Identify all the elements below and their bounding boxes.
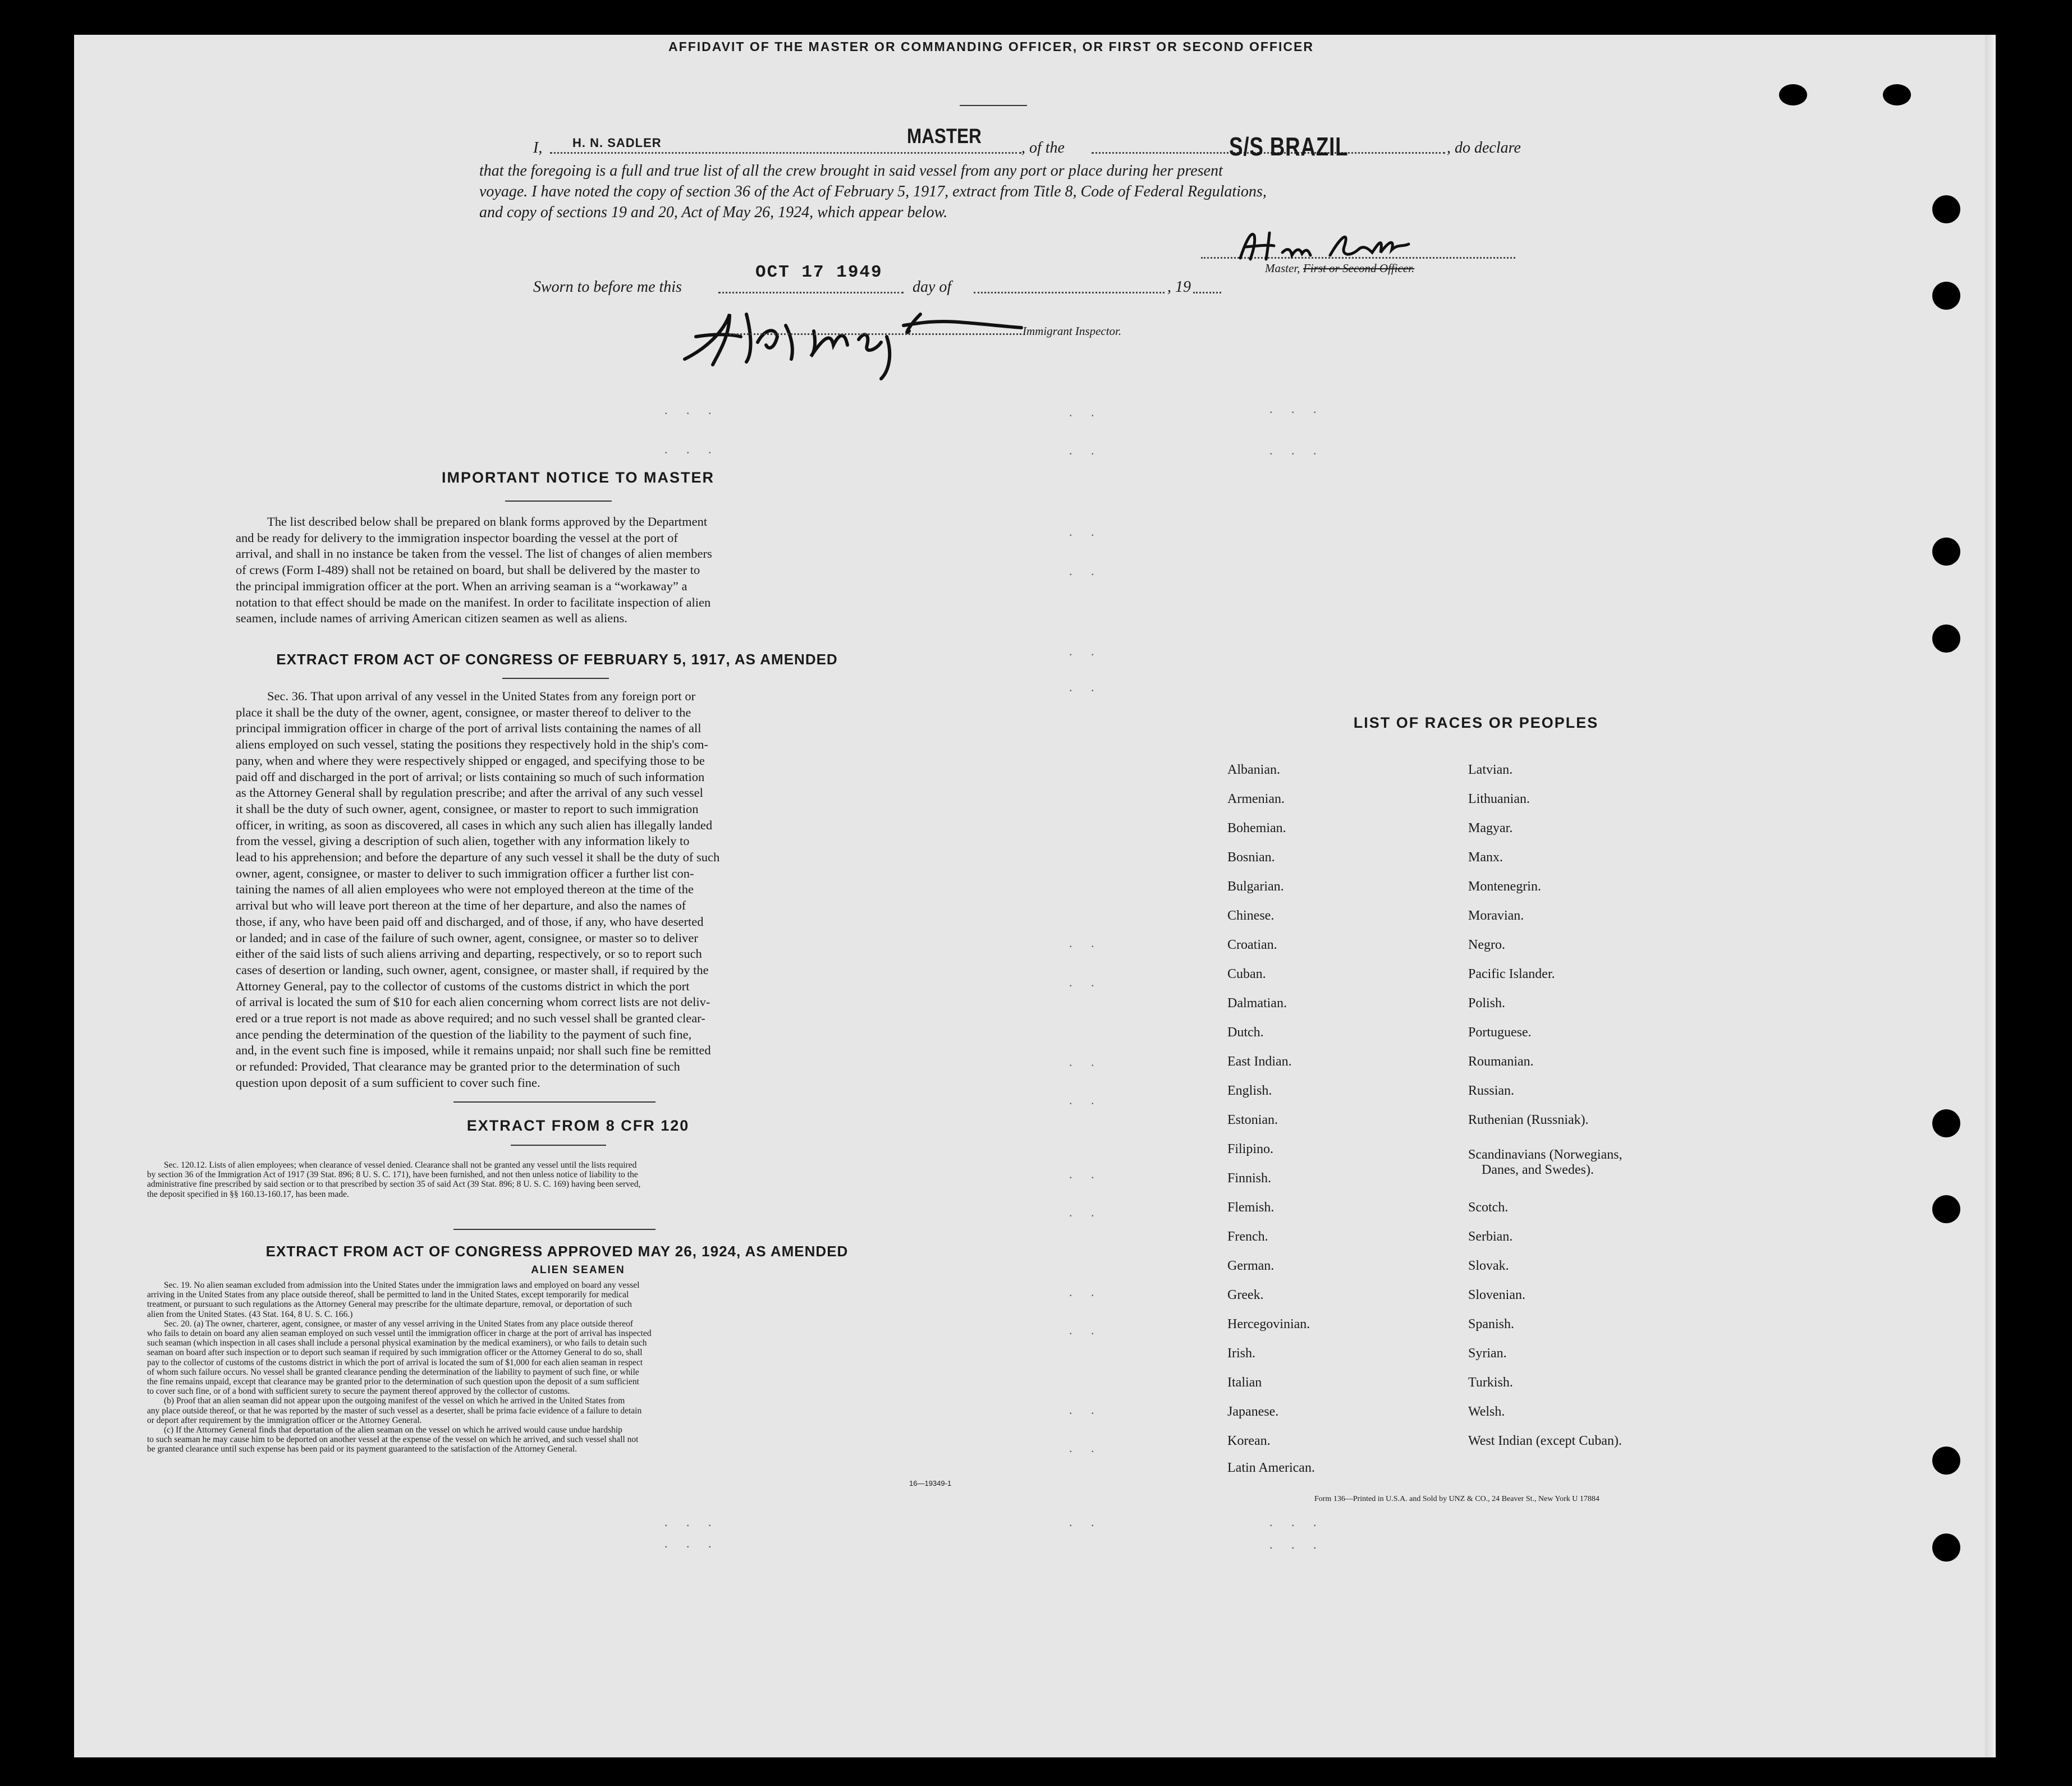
act1924-line: any place outside thereof, or that he was reported by the master of such vessel as a deserter, shall be prima facie evidence of a failure to detain [147, 1406, 642, 1416]
act1917-line: ance pending the determination of the question of the liability to the payment of such fine, [236, 1027, 692, 1041]
cfr-line: by section 36 of the Immigration Act of 1917 (39 Stat. 896; 8 U. S. C. 171), have been furnished, and not then unless notice of liability to the [147, 1170, 638, 1180]
dot-leader: . . [1069, 680, 1102, 694]
races-heading: LIST OF RACES OR PEOPLES [1353, 714, 1599, 731]
notice-line: arrival, and shall in no instance be taken from the vessel. The list of changes of alien members [236, 547, 712, 561]
race-item: Pacific Islander. [1468, 967, 1555, 981]
act1917-line: from the vessel, giving a description of such alien, together with any information likely to [236, 834, 690, 848]
race-item: Albanian. [1227, 763, 1280, 777]
cfr-line: Sec. 120.12. Lists of alien employees; when clearance of vessel denied. Clearance shall not be granted any vessel until the lists required [164, 1160, 637, 1170]
section-rule [453, 1229, 655, 1230]
dot-leader: . . . [664, 1536, 719, 1550]
race-item: Croatian. [1227, 938, 1277, 952]
cfr-rule [511, 1145, 606, 1146]
act1917-rule [502, 678, 609, 679]
race-item: Latvian. [1468, 763, 1513, 777]
race-item: Roumanian. [1468, 1054, 1534, 1069]
dot-leader: . . [1069, 1285, 1102, 1299]
dot-leader: . . . [1269, 402, 1324, 416]
act1917-line: place it shall be the duty of the owner, agent, consignee, or master thereof to deliver to the [236, 705, 691, 719]
race-item: Filipino. [1227, 1142, 1274, 1156]
declaration-line-3: voyage. I have noted the copy of section 36 of the Act of February 5, 1917, extract from Title 8, Code of Federal Regulations, [479, 183, 1267, 200]
act1917-line: taining the names of all alien employees who were not employed thereon at the time of the [236, 882, 694, 897]
race-item: Italian [1227, 1375, 1262, 1390]
race-item: Finnish. [1227, 1171, 1272, 1186]
race-item: Serbian. [1468, 1229, 1513, 1244]
race-item: Bulgarian. [1227, 879, 1284, 894]
race-item: Hercegovinian. [1227, 1317, 1310, 1332]
race-item: Slovak. [1468, 1259, 1509, 1273]
dot-leader: . . [1069, 564, 1102, 578]
dot-leader: . . [1069, 1055, 1102, 1069]
race-item: Estonian. [1227, 1113, 1278, 1127]
act1917-line: as the Attorney General shall by regulation prescribe; and after the arrival of any such vessel [236, 786, 703, 800]
act1917-line: Sec. 36. That upon arrival of any vessel in the United States from any foreign port or [267, 689, 696, 703]
binder-hole [1932, 625, 1960, 653]
master-label: Master, [1265, 261, 1300, 275]
race-item: East Indian. [1227, 1054, 1292, 1069]
dot-leader: . . [1069, 1323, 1102, 1337]
act1917-line: pany, when and where they were respectively shipped or engaged, and specifying those to be [236, 753, 705, 768]
year-blank [1193, 292, 1221, 293]
race-item: Spanish. [1468, 1317, 1515, 1332]
notice-line: seamen, include names of arriving American citizen seamen as well as aliens. [236, 611, 627, 626]
dot-leader: . . [1069, 1093, 1102, 1107]
declaration-prefix: I, [533, 139, 543, 157]
notice-heading: IMPORTANT NOTICE TO MASTER [442, 469, 714, 486]
page-edge [1985, 35, 1996, 1757]
binder-hole [1883, 84, 1911, 105]
race-item: Syrian. [1468, 1346, 1507, 1361]
act1917-line: of arrival is located the sum of $10 for each alien concerning whom correct lists are not deliv- [236, 995, 710, 1009]
race-item: Montenegrin. [1468, 879, 1541, 894]
act1917-line: principal immigration officer in charge of the port of arrival lists containing the names of all [236, 721, 702, 736]
binder-hole [1932, 538, 1960, 566]
notice-body [236, 514, 878, 627]
act1917-line: or refunded: Provided, That clearance may be granted prior to the determination of such [236, 1059, 680, 1074]
act1917-line: it shall be the duty of such owner, agent, consignee, or master to report to such immigration [236, 801, 699, 816]
act1924-body [147, 1280, 966, 1454]
act1917-line: owner, agent, consignee, or master to deliver to such immigration officer a further list con- [236, 866, 694, 880]
dot-leader: . . [1069, 936, 1102, 950]
cfr-heading: EXTRACT FROM 8 CFR 120 [466, 1117, 690, 1134]
act1924-heading: EXTRACT FROM ACT OF CONGRESS APPROVED MAY 26, 1924, AS AMENDED [265, 1243, 849, 1260]
race-item: Irish. [1227, 1346, 1255, 1361]
dot-leader: . . [1069, 1515, 1102, 1529]
race-item: Bohemian. [1227, 821, 1286, 835]
act1917-line: ered or a true report is not made as above required; and no such vessel shall be granted clear- [236, 1011, 705, 1026]
dot-leader: . . . [664, 403, 719, 417]
dot-leader: . . [1069, 443, 1102, 457]
act1924-line: to cover such fine, or of a bond with sufficient surety to secure the payment thereof approved by the collector of customs. [147, 1386, 570, 1397]
affidavit-title: AFFIDAVIT OF THE MASTER OR COMMANDING OFFICER, OR FIRST OR SECOND OFFICER [668, 39, 1314, 54]
act1917-line: and, in the event such fine is imposed, while it remains unpaid; nor shall such fine be remitted [236, 1043, 711, 1058]
binder-hole [1779, 84, 1807, 105]
race-item: Flemish. [1227, 1200, 1275, 1215]
notice-line: and be ready for delivery to the immigration inspector boarding the vessel at the port of [236, 530, 678, 545]
race-item: French. [1227, 1229, 1268, 1244]
inspector-signature [673, 292, 1033, 382]
race-item: Bosnian. [1227, 850, 1275, 865]
act1924-line: who fails to detain on board any alien seaman employed on such vessel until the immigration officer in charge at the port of arrival has inspected [147, 1329, 652, 1339]
act1924-line: (b) Proof that an alien seaman did not appear upon the outgoing manifest of the vessel on which he arrived in the United States from [164, 1396, 625, 1406]
name-blank [550, 152, 1021, 154]
race-item: Korean. [1227, 1434, 1271, 1448]
binder-hole [1932, 1534, 1960, 1562]
cfr-line: administrative fine prescribed by said section or to that prescribed by section 35 of said Act (39 Stat. 896; 8 U. S. C. 169) having been served, [147, 1179, 641, 1190]
of-the-text: , of the [1021, 139, 1065, 157]
race-item: Manx. [1468, 850, 1503, 865]
binder-hole [1932, 282, 1960, 310]
binder-hole [1932, 1447, 1960, 1475]
race-item: Cuban. [1227, 967, 1266, 981]
act1917-line: those, if any, who have been paid off and discharged, and of those, if any, who have deserted [236, 914, 704, 929]
rank: MASTER [907, 125, 982, 148]
act1924-line: Sec. 19. No alien seaman excluded from admission into the United States under the immigration laws and employed on board any vessel [164, 1280, 640, 1290]
act1924-line: to such seaman he may cause him to be deported on another vessel at the expense of the vessel on which he arrived, and such vessel shall not [147, 1435, 639, 1445]
act1924-line: pay to the collector of customs of the customs district in which the port of arrival is located the sum of $1,000 for each alien seaman in respect [147, 1357, 643, 1367]
race-item: Negro. [1468, 938, 1505, 952]
inspector-label: Immigrant Inspector. [1023, 324, 1122, 338]
declaration-line-2: that the foregoing is a full and true list of all the crew brought in said vessel from any port or place during her present [479, 162, 1223, 180]
binder-hole [1932, 1195, 1960, 1223]
race-item: Lithuanian. [1468, 792, 1530, 806]
act1924-line: or deport after requirement by the immigration officer or the Attorney General. [147, 1415, 422, 1425]
act1924-line: the fine remains unpaid, except that clearance may be granted prior to the determination of such question upon the deposit of a sum sufficient [147, 1377, 639, 1387]
notice-line: the principal immigration officer at the port. When an arriving seaman is a “workaway” a [236, 579, 687, 593]
notice-line: The list described below shall be prepared on blank forms approved by the Department [267, 515, 708, 529]
act1917-line: paid off and discharged in the port of arrival; or lists containing so much of such information [236, 769, 705, 784]
act1924-line: Sec. 20. (a) The owner, charterer, agent, consignee, or master of any vessel arriving in the United States from any place outside thereof [164, 1319, 634, 1329]
dot-leader: . . . [1269, 1537, 1324, 1551]
race-item: Portuguese. [1468, 1025, 1532, 1040]
race-item: Russian. [1468, 1083, 1515, 1098]
inspector-signature-line [730, 333, 1021, 335]
dot-leader: . . [1069, 525, 1102, 539]
dot-leader: . . . [664, 1515, 719, 1529]
vessel-name: S/S BRAZIL [1229, 132, 1349, 161]
act1917-heading: EXTRACT FROM ACT OF CONGRESS OF FEBRUARY 5, 1917, AS AMENDED [276, 651, 838, 668]
race-item: Scotch. [1468, 1200, 1509, 1215]
race-item: West Indian (except Cuban). [1468, 1434, 1622, 1448]
act1917-body [236, 688, 878, 1091]
binder-hole [1932, 195, 1960, 223]
notice-line: notation to that effect should be made on the manifest. In order to facilitate inspection of alien [236, 595, 711, 609]
dot-leader: . . [1069, 1167, 1102, 1181]
dot-leader: . . . [664, 442, 719, 456]
race-item: Chinese. [1227, 908, 1275, 923]
race-item: Dutch. [1227, 1025, 1264, 1040]
act1924-line: treatment, or pursuant to such regulations as the Attorney General may prescribe for the ultimate departure, removal, or deportation of such [147, 1300, 632, 1310]
race-item: German. [1227, 1259, 1275, 1273]
race-item: Armenian. [1227, 792, 1285, 806]
struck-officer-label: First or Second Officer. [1303, 261, 1415, 275]
race-item: Greek. [1227, 1288, 1264, 1302]
dot-leader: . . . [1269, 443, 1324, 457]
act1917-line: cases of desertion or landing, such owner, agent, consignee, or master shall, if required by the [236, 962, 709, 977]
dot-leader: . . [1069, 1403, 1102, 1417]
act1917-line: officer, in writing, as soon as discovered, all cases in which any such alien has illegally landed [236, 818, 713, 832]
act1924-line: (c) If the Attorney General finds that deportation of the alien seaman on the vessel on which he arrived would cause undue hardship [164, 1425, 622, 1435]
dot-leader: . . [1069, 1205, 1102, 1219]
act1917-line: lead to his apprehension; and before the departure of any such vessel it shall be the duty of such [236, 850, 720, 865]
race-item: Scandinavians (Norwegians, [1468, 1147, 1622, 1162]
sworn-date-stamp: OCT 17 1949 [755, 263, 883, 282]
act1924-subheading: ALIEN SEAMEN [531, 1264, 625, 1276]
race-item: Slovenian. [1468, 1288, 1525, 1302]
section-rule [453, 1101, 655, 1103]
year-prefix: , 19 [1167, 278, 1191, 296]
act1924-line: seaman on board after such inspection or to deport such seaman if required by such immigration officer or the Attorney General to do so, shall [147, 1348, 643, 1358]
act1924-line: be granted clearance until such expense has been paid or its payment guaranteed to the satisfaction of the Attorney General. [147, 1444, 577, 1454]
declaration-line-4: and copy of sections 19 and 20, Act of May 26, 1924, which appear below. [479, 204, 948, 221]
race-item: Moravian. [1468, 908, 1524, 923]
race-item: Latin American. [1227, 1461, 1315, 1475]
day-of-text: day of [913, 278, 952, 296]
race-item: English. [1227, 1083, 1272, 1098]
race-item: Dalmatian. [1227, 996, 1287, 1011]
race-item: Ruthenian (Russniak). [1468, 1113, 1589, 1127]
act1917-line: question upon deposit of a sum sufficient to cover such fine. [236, 1075, 540, 1090]
act1924-line: such seaman (which inspection in all cases shall include a personal physical examination by the medical examiners), or who fails to detain such [147, 1338, 647, 1348]
dot-leader: . . [1069, 975, 1102, 989]
printer-footer: Form 136—Printed in U.S.A. and Sold by UNZ & CO., 24 Beaver St., New York U 17884 [1314, 1495, 1599, 1503]
act1917-line: either of the said lists of such aliens arriving and departing, respectively, or so to report such [236, 947, 702, 961]
notice-rule [505, 501, 612, 502]
do-declare-text: , do declare [1447, 139, 1521, 157]
race-item: Magyar. [1468, 821, 1513, 835]
dot-leader: . . . [1269, 1515, 1324, 1529]
cfr-body [147, 1160, 966, 1199]
dot-leader: . . [1069, 1441, 1102, 1455]
notice-line: of crews (Form I-489) shall not be retained on board, but shall be delivered by the master to [236, 563, 700, 577]
act1924-line: alien from the United States. (43 Stat. 164, 8 U. S. C. 166.) [147, 1309, 353, 1319]
binder-hole [1932, 1109, 1960, 1137]
sworn-prefix: Sworn to before me this [533, 278, 682, 296]
act1917-line: or landed; and in case of the failure of such owner, agent, consignee, or master so to deliver [236, 930, 698, 945]
act1917-line: arrival but who will leave port thereon at the time of her departure, and also the names of [236, 898, 686, 913]
cfr-line: the deposit specified in §§ 160.13-160.17, has been made. [147, 1189, 349, 1199]
act1917-line: aliens employed on such vessel, stating the positions they respectively hold in the ship's com- [236, 737, 709, 752]
dot-leader: . . [1069, 644, 1102, 658]
act1924-line: of whom such failure occurs. No vessel shall be granted clearance pending the determination of the liability to payment of such fine, or while [147, 1367, 639, 1377]
act1917-line: Attorney General, pay to the collector of customs of the customs district in which the port [236, 979, 690, 993]
race-item: Turkish. [1468, 1375, 1513, 1390]
title-rule [960, 105, 1027, 106]
act1924-line: arriving in the United States from any place outside thereof, shall be permitted to land in the United States, except temporarily for medical [147, 1290, 629, 1300]
race-item: Danes, and Swedes). [1482, 1163, 1594, 1177]
master-name: H. N. SADLER [572, 136, 662, 150]
race-item: Japanese. [1227, 1404, 1279, 1419]
form-number: 16—19349-1 [909, 1479, 952, 1487]
race-item: Welsh. [1468, 1404, 1505, 1419]
dot-leader: . . [1069, 405, 1102, 419]
race-item: Polish. [1468, 996, 1506, 1011]
